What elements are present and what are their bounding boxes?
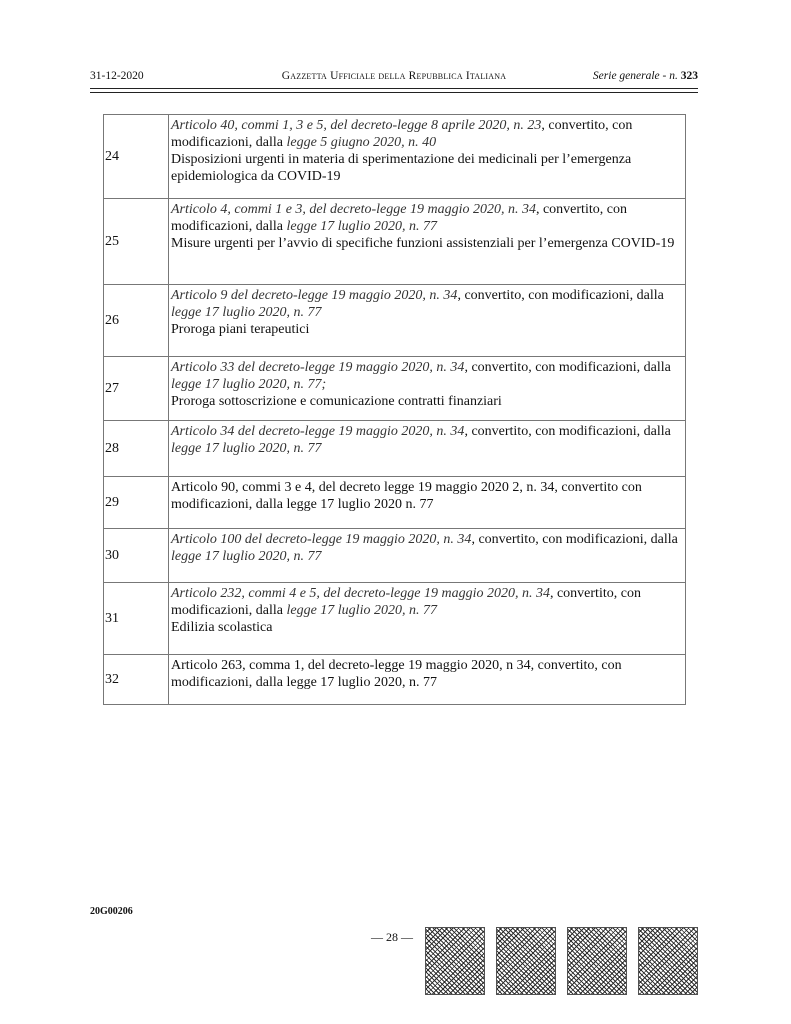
provision-segment: , convertito, con modificazioni, dalla bbox=[471, 532, 678, 547]
provision-text bbox=[169, 421, 686, 477]
qr-code-icon bbox=[638, 927, 698, 995]
series-prefix: Serie generale - n. bbox=[592, 70, 678, 82]
issue-date: 31-12-2020 bbox=[90, 70, 144, 82]
law-reference: Articolo 232, commi 4 e 5, del decreto-legge 19 maggio 2020, n. 34 bbox=[171, 586, 550, 601]
row-number: 24 bbox=[104, 115, 169, 199]
law-reference: legge 17 luglio 2020, n. 77 bbox=[171, 305, 322, 320]
qr-code-icon bbox=[425, 927, 485, 995]
provision-segment: Proroga sottoscrizione e comunicazione contratti finanziari bbox=[171, 394, 502, 409]
table-row bbox=[104, 529, 686, 583]
table-row bbox=[104, 421, 686, 477]
provision-segment: , convertito, con modificazioni, dalla bbox=[464, 360, 671, 375]
law-reference: legge 5 giugno 2020, n. 40 bbox=[286, 135, 437, 150]
row-number: 25 bbox=[104, 199, 169, 285]
table-row bbox=[104, 583, 686, 655]
provision-segment: , convertito, con modificazioni, dalla bbox=[457, 288, 664, 303]
law-reference: legge 17 luglio 2020, n. 77 bbox=[286, 219, 437, 234]
row-number: 32 bbox=[104, 655, 169, 705]
provision-text bbox=[169, 529, 686, 583]
provision-text bbox=[169, 583, 686, 655]
row-number: 26 bbox=[104, 285, 169, 357]
qr-code-icon bbox=[496, 927, 556, 995]
law-reference: legge 17 luglio 2020, n. 77 bbox=[171, 549, 322, 564]
table-row bbox=[104, 285, 686, 357]
provision-segment: , convertito, con modificazioni, dalla bbox=[171, 118, 633, 150]
provision-text bbox=[169, 285, 686, 357]
law-reference: Articolo 33 del decreto-legge 19 maggio 2020, n. 34 bbox=[171, 360, 465, 375]
law-reference: Articolo 100 del decreto-legge 19 maggio 2020, n. 34 bbox=[171, 532, 472, 547]
provision-segment: , convertito, con modificazioni, dalla bbox=[171, 586, 641, 618]
row-number: 31 bbox=[104, 583, 169, 655]
law-reference: Articolo 40, commi 1, 3 e 5, del decreto-legge 8 aprile 2020, n. 23 bbox=[171, 118, 542, 133]
provision-segment: , convertito, con modificazioni, dalla bbox=[464, 424, 671, 439]
provision-segment: Articolo 263, comma 1, del decreto-legge 19 maggio 2020, n 34, convertito, con modificazioni, dalla legge 17 luglio 2020, n. 77 bbox=[171, 658, 622, 690]
row-number: 29 bbox=[104, 477, 169, 529]
page-header bbox=[90, 70, 698, 88]
law-reference: Articolo 9 del decreto-legge 19 maggio 2020, n. 34 bbox=[171, 288, 458, 303]
law-reference: Articolo 4, commi 1 e 3, del decreto-legge 19 maggio 2020, n. 34 bbox=[171, 202, 536, 217]
series-number: 323 bbox=[680, 70, 698, 82]
row-number: 27 bbox=[104, 357, 169, 421]
law-reference: legge 17 luglio 2020, n. 77 bbox=[286, 603, 437, 618]
table-row bbox=[104, 477, 686, 529]
page-number: — 28 — bbox=[371, 930, 413, 944]
provision-segment: Edilizia scolastica bbox=[171, 620, 273, 635]
publication-title: Gazzetta Ufficiale della Repubblica Italiana bbox=[281, 70, 507, 82]
document-code: 20G00206 bbox=[90, 906, 133, 917]
provision-text bbox=[169, 655, 686, 705]
header-rule bbox=[90, 88, 698, 89]
law-reference: legge 17 luglio 2020, n. 77; bbox=[171, 377, 327, 392]
table-row bbox=[104, 357, 686, 421]
provision-text bbox=[169, 477, 686, 529]
series-label bbox=[593, 70, 698, 82]
provision-text bbox=[169, 115, 686, 199]
table-row bbox=[104, 655, 686, 705]
law-reference: legge 17 luglio 2020, n. 77 bbox=[171, 441, 322, 456]
provision-segment: Articolo 90, commi 3 e 4, del decreto legge 19 maggio 2020 2, n. 34, convertito con modificazioni, dalla legge 17 luglio 2020 n. 77 bbox=[171, 480, 642, 512]
provision-text bbox=[169, 199, 686, 285]
row-number: 28 bbox=[104, 421, 169, 477]
provision-segment: , convertito, con modificazioni, dalla bbox=[171, 202, 627, 234]
legislation-table-body bbox=[104, 115, 686, 705]
legislation-table bbox=[103, 114, 686, 705]
table-row bbox=[104, 115, 686, 199]
provision-text bbox=[169, 357, 686, 421]
table-row bbox=[104, 199, 686, 285]
qr-code-icon bbox=[567, 927, 627, 995]
row-number: 30 bbox=[104, 529, 169, 583]
provision-segment: Disposizioni urgenti in materia di sperimentazione dei medicinali per l’emergenza epidemiologica da COVID-19 bbox=[171, 152, 632, 184]
header-rule-secondary bbox=[90, 92, 698, 93]
provision-segment: Proroga piani terapeutici bbox=[171, 322, 310, 337]
law-reference: Articolo 34 del decreto-legge 19 maggio 2020, n. 34 bbox=[171, 424, 465, 439]
provision-segment: Misure urgenti per l’avvio di specifiche funzioni assistenziali per l’emergenza COVID-19 bbox=[171, 236, 675, 251]
